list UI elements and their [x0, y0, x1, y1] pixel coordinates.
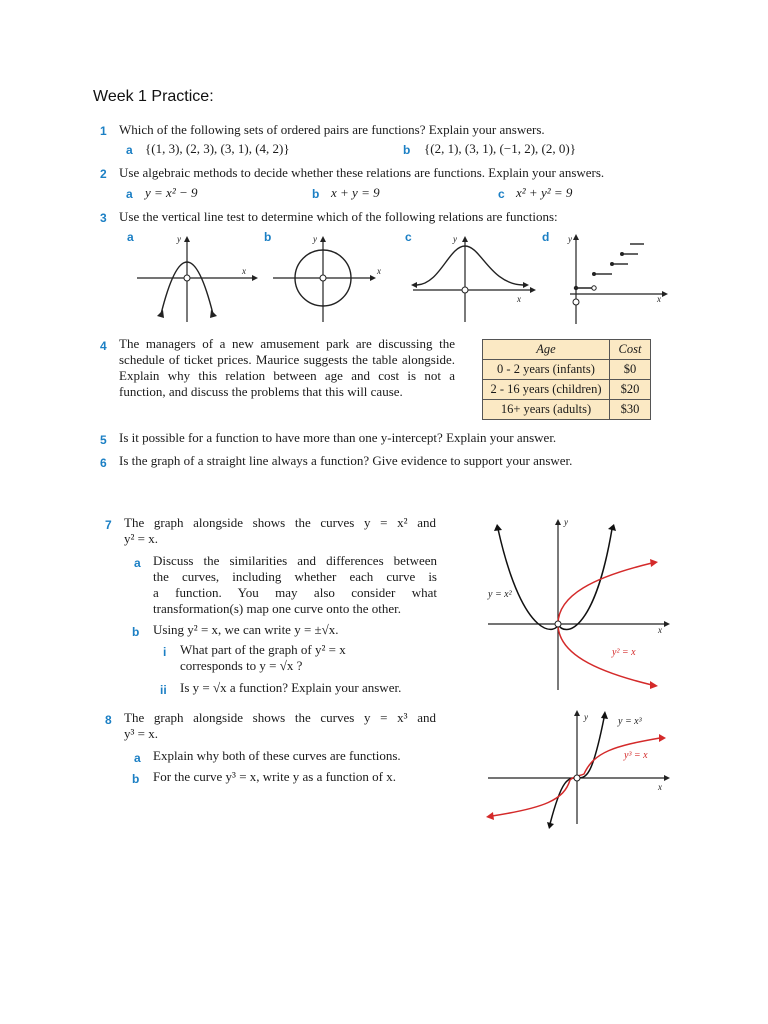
q7-ii-text: Is y = √x a function? Explain your answer.: [180, 680, 402, 695]
q7-a-line-2: the curves, including whether each curve is: [153, 569, 437, 584]
q3-a-x-label: x: [242, 266, 246, 276]
q3-c-x-label: x: [517, 294, 521, 304]
q8-line-1: The graph alongside shows the curves y = x³ and: [124, 710, 436, 725]
q2-c-equation: x² + y² = 9: [516, 185, 573, 200]
q3-graph-d: [562, 232, 672, 327]
q7-ii-label: ii: [160, 683, 167, 697]
q3-b-y-label: y: [313, 234, 317, 244]
q3-graph-a: [127, 234, 257, 324]
q7-a-line-3: a function. You may also consider what: [153, 585, 437, 600]
q4-text: [119, 336, 455, 400]
q7-a-line-4: transformation(s) map one curve onto the other.: [153, 601, 402, 616]
q3-b-x-label: x: [377, 266, 381, 276]
table-cell: $20: [610, 380, 651, 400]
q7-text: [124, 515, 436, 547]
q7-line-1: The graph alongside shows the curves y = x² and: [124, 515, 436, 530]
q7-line-2: y² = x.: [124, 531, 158, 546]
q2-b-label: b: [312, 187, 320, 201]
table-header-cost: Cost: [610, 340, 651, 360]
q8-graph: [484, 708, 674, 828]
q7-i-line-1: What part of the graph of y² = x: [180, 642, 346, 657]
q6-number: 6: [100, 456, 107, 470]
table-row: [483, 360, 651, 380]
q7-i-text: [180, 642, 346, 674]
q3-a-y-label: y: [177, 234, 181, 244]
q2-text: Use algebraic methods to decide whether these relations are functions. Explain your answers.: [119, 165, 605, 180]
q7-graph: [484, 515, 674, 695]
q7-a-line-1: Discuss the similarities and differences between: [153, 553, 437, 568]
q7-b-label: b: [132, 625, 140, 639]
table-cell: 0 - 2 years (infants): [483, 360, 610, 380]
q3-d-x-label: x: [657, 294, 661, 304]
table-header-row: [483, 340, 651, 360]
q1-b-set: {(2, 1), (3, 1), (−1, 2), (2, 0)}: [424, 141, 576, 156]
q7-b-text: Using y² = x, we can write y = ±√x.: [153, 622, 339, 637]
table-cell: $0: [610, 360, 651, 380]
q8-line-2: y³ = x.: [124, 726, 158, 741]
q1-a-set: {(1, 3), (2, 3), (3, 1), (4, 2)}: [145, 141, 290, 156]
q8-text: [124, 710, 436, 742]
age-cost-table: [482, 339, 651, 420]
q7-i-label: i: [163, 645, 167, 659]
q7-curve1-label: y = x²: [488, 589, 512, 600]
q4-number: 4: [100, 339, 107, 353]
q1-text: Which of the following sets of ordered pairs are functions? Explain your answers.: [119, 122, 545, 137]
q4-line-2: schedule of ticket prices. Maurice suggests the table alongside.: [119, 352, 455, 367]
q8-x-label: x: [658, 782, 662, 792]
q3-number: 3: [100, 211, 107, 225]
table-cell: 2 - 16 years (children): [483, 380, 610, 400]
q7-number: 7: [105, 518, 112, 532]
q7-curve2-label: y² = x: [612, 647, 636, 658]
q5-text: Is it possible for a function to have more than one y-intercept? Explain your answer.: [119, 430, 557, 445]
q8-a-label: a: [134, 751, 141, 765]
q4-line-4: function, and discuss the problems that this will cause.: [119, 384, 403, 399]
q4-line-3: Explain why this relation between age and cost is not a: [119, 368, 455, 383]
q2-a-equation: y = x² − 9: [145, 185, 198, 200]
table-row: [483, 400, 651, 420]
q2-b-equation: x + y = 9: [331, 185, 380, 200]
q3-c-y-label: y: [453, 234, 457, 244]
q7-i-line-2: corresponds to y = √x ?: [180, 658, 303, 673]
q8-curve2-label: y³ = x: [624, 750, 648, 761]
q8-a-text: Explain why both of these curves are functions.: [153, 748, 401, 763]
q2-c-label: c: [498, 187, 505, 201]
q3-text: Use the vertical line test to determine which of the following relations are functions:: [119, 209, 558, 224]
q8-y-label: y: [584, 712, 588, 722]
page-title: Week 1 Practice:: [93, 88, 214, 105]
q8-curve1-label: y = x³: [618, 716, 642, 727]
q2-a-label: a: [126, 187, 133, 201]
q3-b-label: b: [264, 230, 272, 244]
q7-a-label: a: [134, 556, 141, 570]
q3-c-label: c: [405, 230, 412, 244]
q2-number: 2: [100, 167, 107, 181]
q7-y-label: y: [564, 517, 568, 527]
q8-b-text: For the curve y³ = x, write y as a function of x.: [153, 769, 397, 784]
q3-d-label: d: [542, 230, 550, 244]
q1-b-label: b: [403, 143, 411, 157]
q4-line-1: The managers of a new amusement park are discussing the: [119, 336, 455, 351]
table-cell: 16+ years (adults): [483, 400, 610, 420]
q3-d-y-label: y: [568, 234, 572, 244]
table-header-age: Age: [483, 340, 610, 360]
q8-number: 8: [105, 713, 112, 727]
table-cell: $30: [610, 400, 651, 420]
q7-a-text: [153, 553, 437, 617]
q5-number: 5: [100, 433, 107, 447]
q1-number: 1: [100, 124, 107, 138]
q3-a-label: a: [127, 230, 134, 244]
table-row: [483, 380, 651, 400]
q7-x-label: x: [658, 625, 662, 635]
q8-b-label: b: [132, 772, 140, 786]
q3-graph-b: [265, 234, 381, 324]
q6-text: Is the graph of a straight line always a function? Give evidence to support your answer.: [119, 453, 573, 468]
q1-a-label: a: [126, 143, 133, 157]
q3-graph-c: [405, 234, 535, 324]
